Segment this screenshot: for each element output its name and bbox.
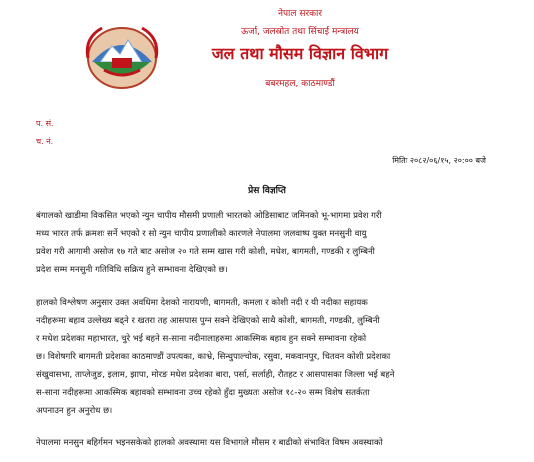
paragraph-line: बंगालको खाडीमा विकसित भएको न्युन चापीय मौसमी प्रणाली भारतको ओडिसाबाट जमिनको भू-भागमा प्रवेश गरी	[36, 211, 382, 221]
paragraph-line: नेपालमा मनसुन बहिर्गमन भइनसकेको हालको अवस्थामा यस विभागले मौसम र बाढीको संभावित विषम अवस्थाको	[36, 438, 383, 448]
date-label: मितिः २०८२/०६/१५, २०:०० बजे	[392, 156, 486, 165]
paragraph-line: हालको विश्लेषण अनुसार उक्त अवधिमा देशको नारायणी, बागमती, कमला र कोशी नदी र यी नदीका सहायक	[36, 298, 368, 308]
paragraph-line: संखुवासभा, ताप्लेजुङ, इलाम, झापा, मोरङ मधेश प्रदेशका बारा, पर्सा, सर्लाही, रौतहट र आसपासका जिल्ला भई बहने	[36, 370, 395, 380]
paragraph-2	[36, 294, 494, 420]
paragraph-line: मध्य भारत तर्फ क्रमशः सर्ने भएको र सो न्युन चापीय प्रणालीको कारणले नेपालमा जलवाष्प युक्त मनसुनी वायु	[36, 229, 367, 239]
paragraph-line: प्रवेश गरी आगामी असोज १७ गते बाट असोज २० गते सम्म खास गरी कोशी, मधेश, बागमती, गण्डकी र लुम्बिनी	[36, 247, 375, 257]
paragraph-1	[36, 207, 494, 279]
dispatch-number-label: च. नं.	[36, 137, 54, 146]
document-title: प्रेस विज्ञप्ति	[248, 186, 286, 196]
paragraph-line: प्रदेश सम्म मनसुनी गतिविधि सक्रिय हुने सम्भावना देखिएको छ।	[36, 265, 228, 275]
paragraph-line: अपनाउन हुन अनुरोध छ।	[36, 406, 113, 416]
paragraph-line: र मधेश प्रदेशका महाभारत, चुरे भई बहने स-साना नदीनालाहरुमा आकस्मिक बहाव हुन सक्ने सम्भावना रहेको	[36, 334, 367, 344]
paragraph-line: नदीहरूमा बहाव उल्लेख्य बढ्ने र खतरा तह आसपास पुग्न सक्ने देखिएको साथै कोशी, बागमती, गण्डकी, लुम्बिनी	[36, 316, 380, 326]
paragraph-line: छ। विशेषगरि बागमती प्रदेशका काठमाण्डौं उपत्यका, काभ्रे, सिन्धुपाल्चोक, रसुवा, मकवानपुर, चितवन कोशी प्रदेशका	[36, 352, 391, 362]
paragraph-3	[36, 434, 494, 452]
government-label: नेपाल सरकार	[277, 9, 323, 19]
department-title: जल तथा मौसम विज्ञान विभाग	[211, 44, 389, 63]
address-label: बबरमहल, काठमाण्डौं	[265, 79, 335, 89]
letter-number-label: प. सं.	[36, 119, 54, 128]
paragraph-line: स-साना नदीहरूमा आकस्मिक बहावको सम्भावना उच्च रहेको हुँदा मुख्यतः असोज १८-२० सम्म विशेष सतर्कता	[36, 388, 370, 398]
ministry-label: ऊर्जा, जलस्रोत तथा सिंचाई मन्त्रालय	[241, 27, 359, 37]
